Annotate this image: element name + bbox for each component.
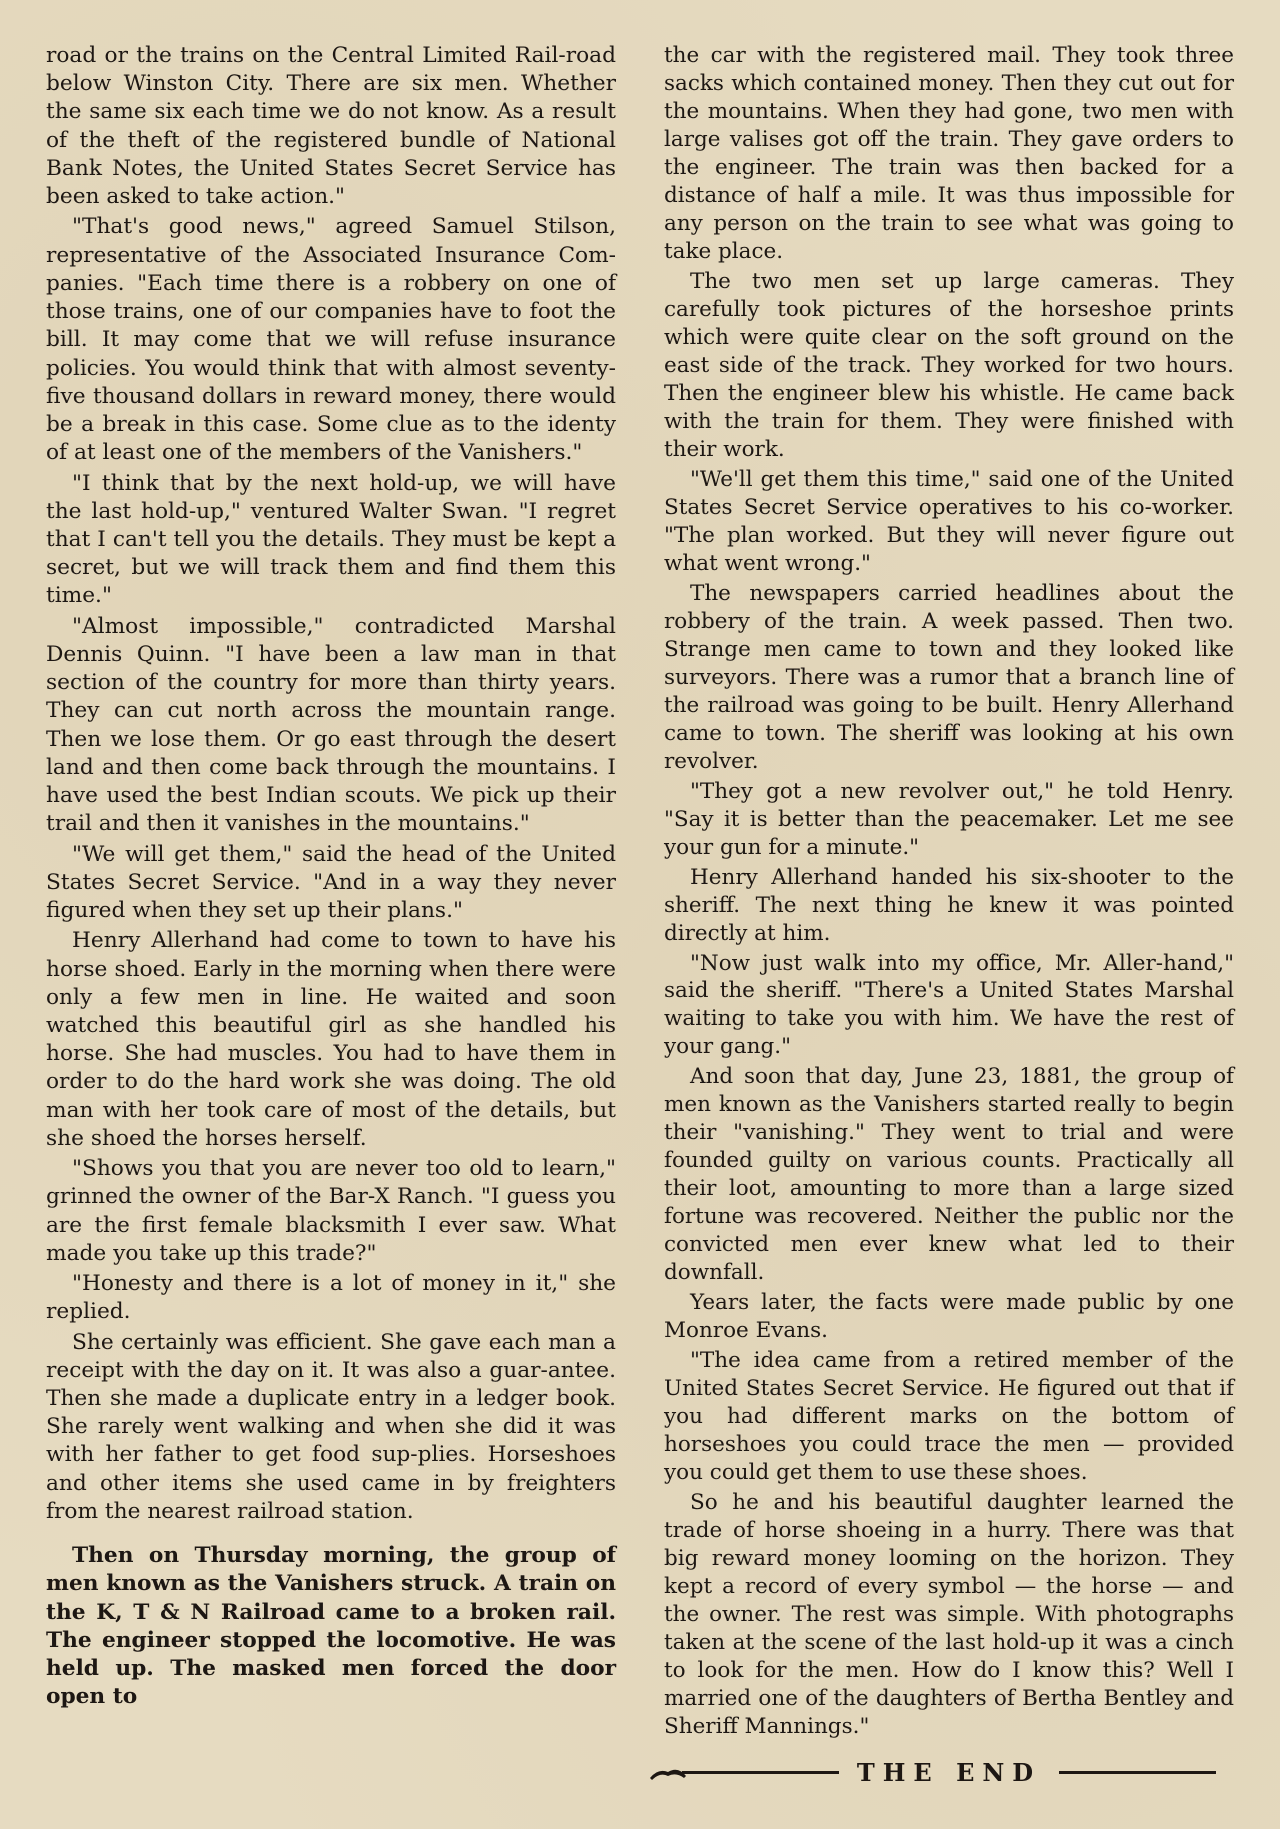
- divider-left: [682, 1771, 839, 1774]
- paragraph: Years later, the facts were made public by one Monroe Evans.: [664, 1290, 1234, 1344]
- the-end-mark: [664, 1756, 1234, 1788]
- paragraph: Henry Allerhand handed his six-shooter to the sheriff. The next thing he knew it was pointed directly at him.: [664, 864, 1234, 946]
- paragraph: "Almost impossible," contradicted Marshal Dennis Quinn. "I have been a law man in that section of the country for more than thirty years. They can cut north across the mountain range. Then we lose them. Or go east through the desert land and then come back through the mountains. I have used the best Indian scouts. We pick up their trail and then it vanishes in the mountains.": [46, 613, 616, 837]
- paragraph: The newspapers carried headlines about the robbery of the train. A week passed. Then two. Strange men came to town and they looked like surveyors. There was a rumor that a branch line of the railroad was going to be built. Henry Allerhand came to town. The sheriff was looking at his own revolver.: [664, 580, 1234, 774]
- paragraph: "That's good news," agreed Samuel Stilson, representative of the Associated Insurance Com-panies. "Each time there is a robbery on one of those trains, one of our companies have to foot the bill. It may come that we will refuse insurance policies. You would think that with almost seventy-five thousand dollars in reward money, there would be a break in this case. Some clue as to the identy of at least one of the members of the Vanishers.": [46, 214, 616, 466]
- paragraph: Henry Allerhand had come to town to have his horse shoed. Early in the morning when there were only a few men in line. He waited and soon watched this beautiful girl as she handled his horse. She had muscles. You had to have them in order to do the hard work she was doing. The old man with her took care of most of the details, but she shoed the horses herself.: [46, 928, 616, 1151]
- right-text-column: [664, 42, 1234, 1743]
- left-text-column: [46, 42, 616, 1714]
- paragraph: "Shows you that you are never too old to learn," grinned the owner of the Bar-X Ranch. "I guess you are the first female blacksmith I ever saw. What made you take up this trade?": [46, 1156, 616, 1266]
- the-end-text: THE END: [856, 1757, 1042, 1787]
- paragraph: Then on Thursday morning, the group of men known as the Vanishers struck. A train on the K, T & N Railroad came to a broken rail. The engineer stopped the locomotive. He was held up. The masked men forced the door open to: [46, 1543, 616, 1710]
- paragraph: "Honesty and there is a lot of money in it," she replied.: [46, 1271, 616, 1325]
- paragraph: the car with the registered mail. They took three sacks which contained money. Then they cut out for the mountains. When they had gone, two men with large valises got off the train. They gave orders to the engineer. The train was then backed for a distance of half a mile. It was thus impossible for any person on the train to see what was going to take place.: [664, 43, 1234, 264]
- paragraph: So he and his beautiful daughter learned the trade of horse shoeing in a hurry. There was that big reward money looming on the horizon. They kept a record of every symbol — the horse — and the owner. The rest was simple. With photographs taken at the scene of the last hold-up it was a cinch to look for the men. How do I know this? Well I married one of the daughters of Bertha Bentley and Sheriff Mannings.": [664, 1490, 1234, 1740]
- paragraph: "We'll get them this time," said one of the United States Secret Service operatives to his co-worker. "The plan worked. But they will never figure out what went wrong.": [664, 466, 1234, 576]
- paragraph: "Now just walk into my office, Mr. Aller-hand," said the sheriff. "There's a United States Marshal waiting to take you with him. We have the rest of your gang.": [664, 950, 1234, 1060]
- paragraph: "The idea came from a retired member of the United States Secret Service. He figured out that if you had different marks on the bottom of horseshoes you could trace the men — provided you could get them to use these shoes.: [664, 1348, 1234, 1486]
- paragraph: She certainly was efficient. She gave each man a receipt with the day on it. It was also a guar-antee. Then she made a duplicate entry in a ledger book. She rarely went walking and when she did it was with her father to get food sup-plies. Horseshoes and other items she used came in by freighters from the nearest railroad station.: [46, 1329, 616, 1524]
- divider-right: [1059, 1771, 1216, 1774]
- paragraph: "They got a new revolver out," he told Henry. "Say it is better than the peacemaker. Let me see your gun for a minute.": [664, 778, 1234, 860]
- paragraph: "We will get them," said the head of the United States Secret Service. "And in a way they never figured when they set up their plans.": [46, 841, 616, 924]
- paragraph: And soon that day, June 23, 1881, the group of men known as the Vanishers started really to begin their "vanishing." They went to trial and were founded guilty on various counts. Practically all their loot, amounting to more than a large sized fortune was recovered. Neither the public nor the convicted men ever knew what led to their downfall.: [664, 1064, 1234, 1286]
- paragraph: "I think that by the next hold-up, we will have the last hold-up," ventured Walter Swan. "I regret that I can't tell you the details. They must be kept a secret, but we will track them and find them this time.": [46, 470, 616, 609]
- paragraph: road or the trains on the Central Limited Rail-road below Winston City. There are six men. Whether the same six each time we do not know. As a result of the theft of the registered bundle of National Bank Notes, the United States Secret Service has been asked to take action.": [46, 43, 616, 210]
- paragraph: The two men set up large cameras. They carefully took pictures of the horseshoe prints which were quite clear on the soft ground on the east side of the track. They worked for two hours. Then the engineer blew his whistle. He came back with the train for them. They were finished with their work.: [664, 268, 1234, 462]
